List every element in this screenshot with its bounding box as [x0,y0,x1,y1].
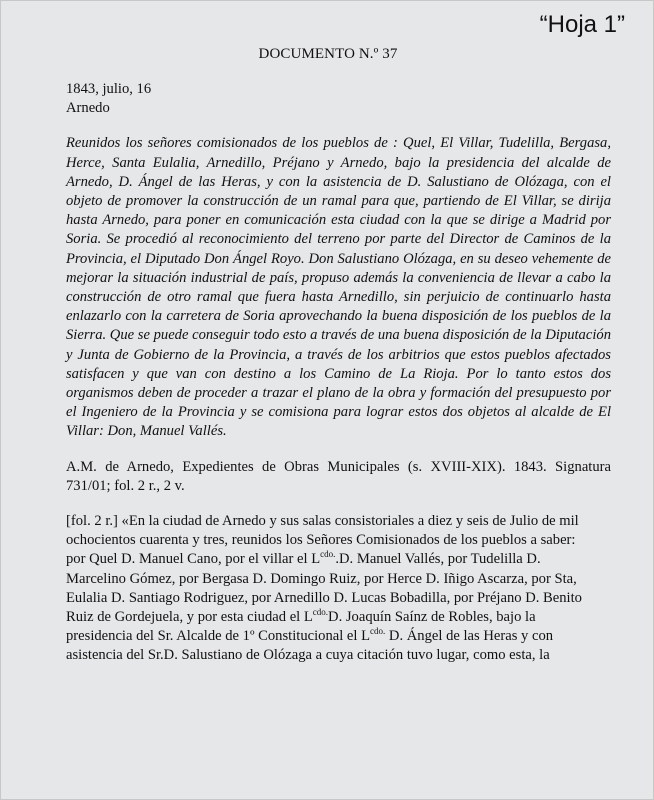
transcription-line: [fol. 2 r.] «En la ciudad de Arnedo y sus salas consistoriales a diez y seis de Julio de mil [66,513,579,530]
summary-paragraph: Reunidos los señores comisionados de los pueblos de : Quel, El Villar, Tudelilla, Bergasa, Herce, Santa Eulalia, Arnedillo, Préjano y Arnedo, bajo la presidencia del alcalde de Arnedo, D. Ángel de las Heras, y con la asistencia de D. Salustiano de Olózaga, con el objeto de promover la construcción de un ramal para que, partiendo de El Villar, se dirija hasta Arnedo, para poner en comunicación esta ciudad con la que se dirige a Madrid por Soria. Se procedió al reconocimiento del terreno por parte del Director de Caminos de la Provincia, el Diputado Don Ángel Royo. Don Salustiano Olózaga, en su deseo vehemente de mejorar la situación industrial de país, propuso además la conveniencia de llevar a cabo la construcción de otro ramal que fuera hasta Arnedillo, sin perjuicio de continuarlo hasta enlazarlo con la carretera de Soria aprovechando la buena disposición de los pueblos de la Sierra. Que se puede conseguir todo esto a través de una buena disposición de la Diputación y Junta de Gobierno de la Provincia, a través de los arbitrios que estos pueblos afectados satisfacen y que van con destino a los Camino de La Rioja. Por lo tanto estos dos organismos deben de proceder a trazar el plano de la obra y formación del presupuesto por el Ingeniero de la Provincia y se comisiona para lograr estos dos objetos al alcalde de El Villar: Don, Manuel Vallés. [66,135,611,440]
document-place: Arnedo [66,100,110,117]
transcription-line: Marcelino Gómez, por Bergasa D. Domingo Ruiz, por Herce D. Iñigo Ascarza, por Sta, [66,570,577,587]
document-title: DOCUMENTO N.º 37 [258,46,398,62]
transcription-line: ochocientos cuarenta y tres, reunidos los Señores Comisionados de los pueblos a saber: [66,532,576,549]
superscript-abbreviation: cdo. [312,607,329,618]
transcription-line: Eulalia D. Santiago Rodriguez, por Arnedillo D. Lucas Bobadilla, por Préjano D. Benito [66,589,582,606]
superscript-abbreviation: cdo. [370,626,386,637]
superscript-abbreviation: cdo. [320,549,336,560]
source-reference: A.M. de Arnedo, Expedientes de Obras Municipales (s. XVIII-XIX). 1843. Signatura 731/01; fol. 2 r., 2 v. [66,458,611,494]
document-body [66,80,611,666]
transcription-line: por Quel D. Manuel Cano, por el villar el $L^{cdo.}.D$. Manuel Vallés, por Tudelilla D. [66,549,541,568]
transcription-line: presidencia del Sr. Alcalde de 1º Constitucional el $L^{cdo.}$ D. Ángel de las Heras y con [66,626,554,645]
sheet-label: “Hoja 1” [539,11,625,38]
transcription-block [66,512,611,666]
transcription-line: asistencia del Sr.D. Salustiano de Olózaga a cuya citación tuvo lugar, como esta, la [66,647,550,664]
transcription-line: Ruiz de Gordejuela, y por esta ciudad el $L^{cdo.}D$. Joaquín Saínz de Robles, bajo la [66,607,536,626]
document-date: 1843, julio, 16 [66,81,152,97]
